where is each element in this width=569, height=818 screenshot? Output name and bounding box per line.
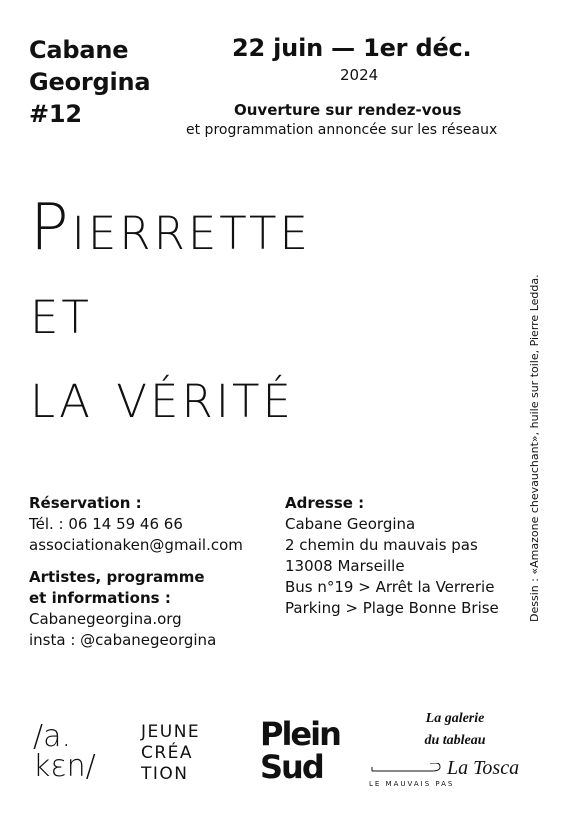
venue-line-2: Georgina [29,68,151,96]
mauvais-pas-logo: LE MAUVAIS PAS [369,780,455,788]
galerie-du-tableau-logo [400,708,510,752]
venue-name [29,34,150,130]
address-line-1: Cabane Georgina [285,515,416,533]
reservation-phone[interactable]: Tél. : 06 14 59 46 66 [29,515,183,533]
address-line-2: 2 chemin du mauvais pas [285,536,478,554]
plein-logo-line-2: Sud [260,748,323,786]
instagram-handle[interactable]: insta : @cabanegeorgina [29,631,217,649]
aken-logo [33,719,96,784]
artists-heading-1: Artistes, programme [29,568,205,586]
jeune-logo-line-3: TION [141,764,189,784]
plein-sud-logo [260,715,340,786]
contact-column [29,493,243,651]
website-link[interactable]: Cabanegeorgina.org [29,610,182,628]
mauvais-pas-mark-icon [370,763,450,779]
program-note: et programmation annoncée sur les réseaux [186,122,498,138]
address-column [285,493,499,619]
venue-line-1: Cabane [29,36,129,64]
venue-edition: #12 [29,100,82,128]
exhibition-dates: 22 juin — 1er déc. [232,34,472,62]
title-line-2: et [30,275,92,349]
address-line-5: Parking > Plage Bonne Brise [285,599,499,617]
title-line-3: la vérité [30,359,294,433]
reservation-heading: Réservation : [29,494,142,512]
artwork-credit: Dessin : «Amazone chevauchant», huile sur toile, Pierre Ledda. [528,274,541,622]
plein-logo-line-1: Plein [260,715,340,753]
jeune-logo-line-1: JEUNE [141,722,201,742]
aken-logo-line-1: /a. [33,719,72,754]
jeune-logo-line-2: CRÉA [141,743,194,763]
aken-logo-line-2: kɛn/ [33,749,96,784]
exhibition-title [30,186,311,438]
reservation-email[interactable]: associationaken@gmail.com [29,536,243,554]
address-line-4: Bus n°19 > Arrêt la Verrerie [285,578,495,596]
title-line-1: Pierrette [30,191,311,265]
address-heading: Adresse : [285,494,365,512]
la-tosca-logo: La Tosca [447,757,520,779]
address-line-3: 13008 Marseille [285,557,405,575]
galerie-line-1: La galerie [425,711,485,726]
opening-note: Ouverture sur rendez-vous [234,101,462,119]
artists-heading-2: et informations : [29,589,171,607]
exhibition-year: 2024 [340,66,379,84]
galerie-line-2: du tableau [424,733,486,748]
jeune-creation-logo [141,722,200,785]
